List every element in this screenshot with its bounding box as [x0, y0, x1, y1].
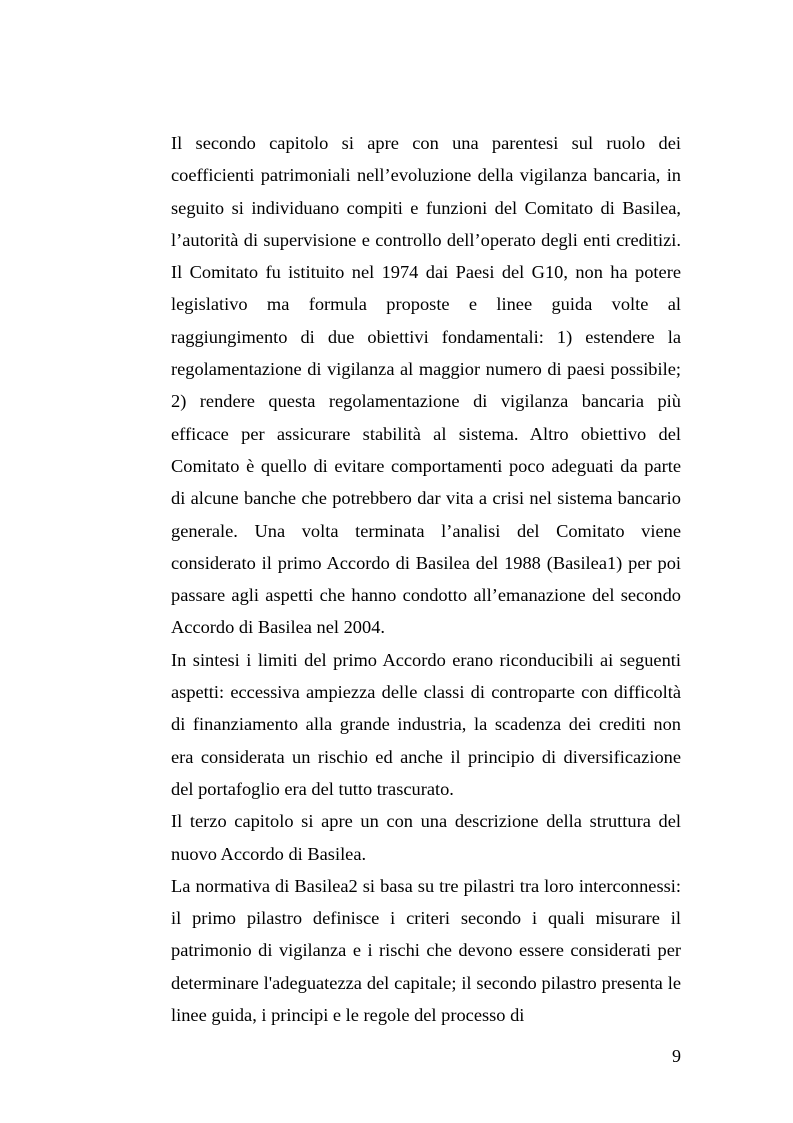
- page-number: 9: [672, 1046, 681, 1066]
- paragraph-3: Il terzo capitolo si apre un con una descrizione della struttura del nuovo Accordo di Basilea.: [171, 811, 681, 864]
- paragraph-4: La normativa di Basilea2 si basa su tre pilastri tra loro interconnessi: il primo pilastro definisce i criteri secondo i quali misurare il patrimonio di vigilanza e i rischi che devono essere considerati per determinare l'adeguatezza del capitale; il secondo pilastro presenta le linee guida, i principi e le regole del processo di: [171, 875, 681, 1026]
- paragraph-2: In sintesi i limiti del primo Accordo erano riconducibili ai seguenti aspetti: eccessiva ampiezza delle classi di controparte con difficoltà di finanziamento alla grande industria, la scadenza dei crediti non era considerata un rischio ed anche il principio di diversificazione del portafoglio era del tutto trascurato.: [171, 649, 681, 799]
- paragraph-1: Il secondo capitolo si apre con una parentesi sul ruolo dei coefficienti patrimoniali nell’evoluzione della vigilanza bancaria, in seguito si individuano compiti e funzioni del Comitato di Basilea, l’autorità di supervisione e controllo dell’operato degli enti creditizi. Il Comitato fu istituito nel 1974 dai Paesi del G10, non ha potere legislativo ma formula proposte e linee guida volte al raggiungimento di due obiettivi fondamentali: 1) estendere la regolamentazione di vigilanza al maggior numero di paesi possibile; 2) rendere questa regolamentazione di vigilanza bancaria più efficace per assicurare stabilità al sistema. Altro obiettivo del Comitato è quello di evitare comportamenti poco adeguati da parte di alcune banche che potrebbero dar vita a crisi nel sistema bancario generale. Una volta terminata l’analisi del Comitato viene considerato il primo Accordo di Basilea del 1988 (Basilea1) per poi passare agli aspetti che hanno condotto all’emanazione del secondo Accordo di Basilea nel 2004.: [171, 133, 681, 638]
- body-text: [171, 127, 681, 1031]
